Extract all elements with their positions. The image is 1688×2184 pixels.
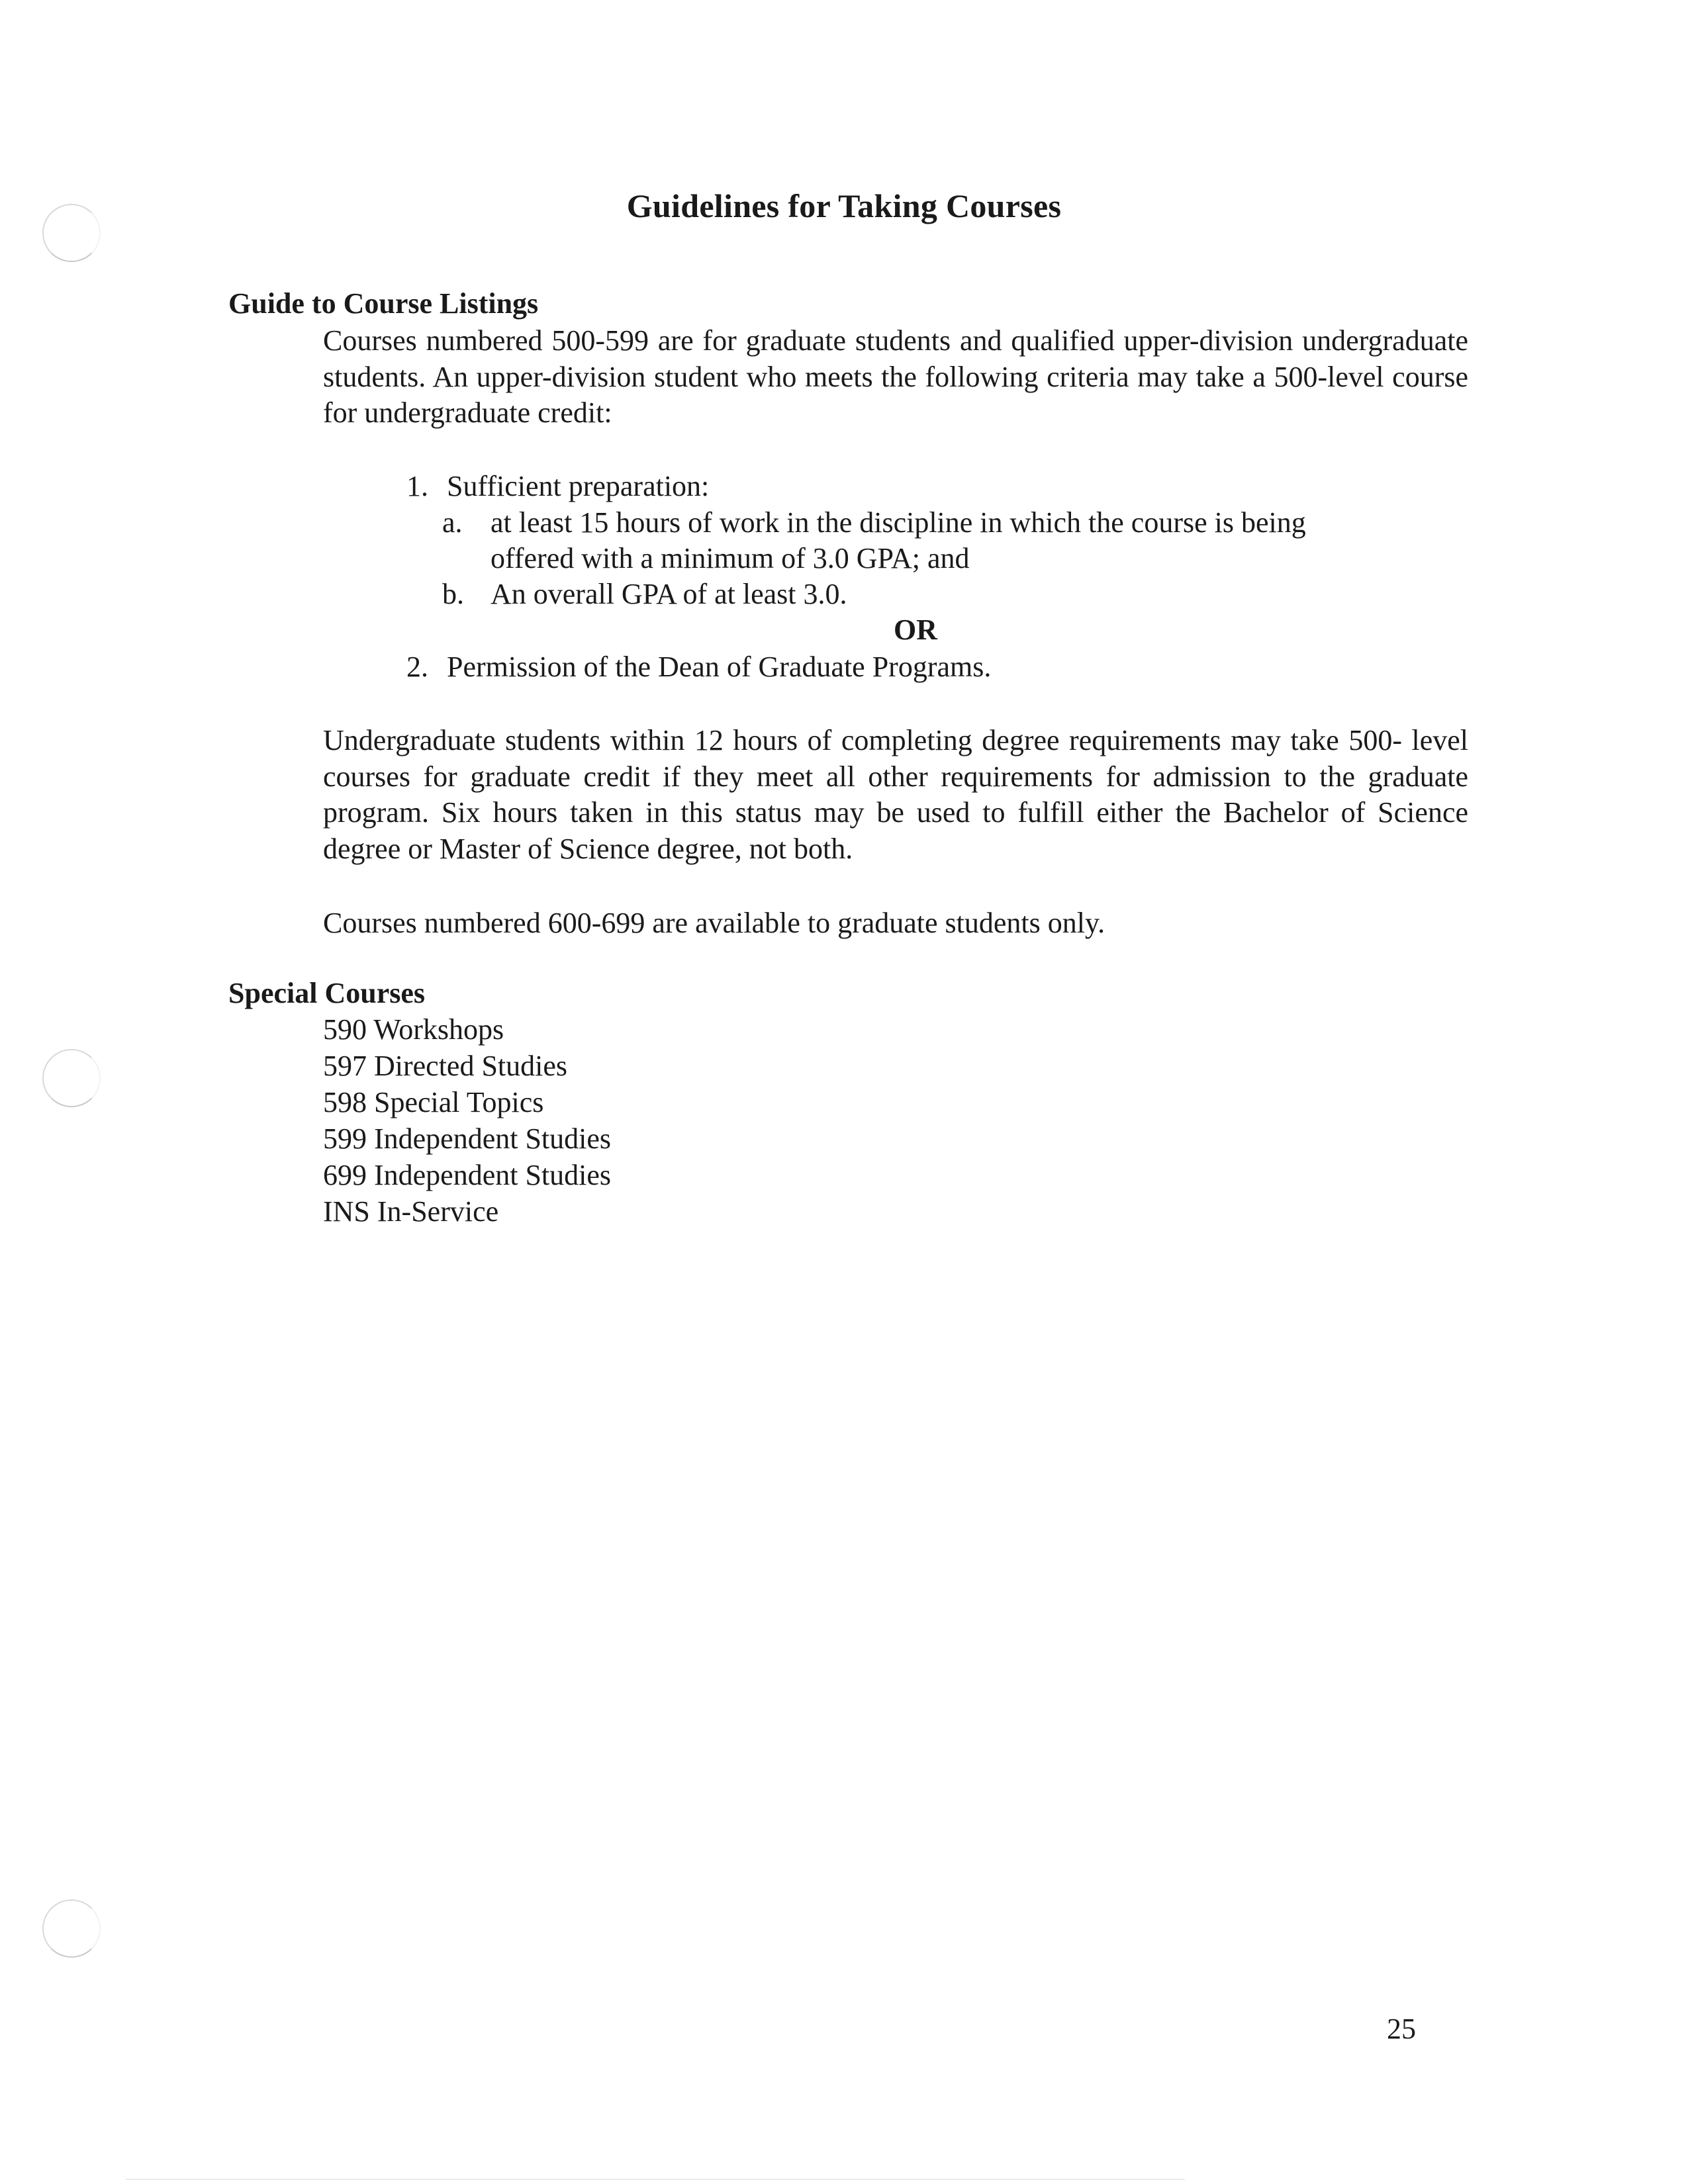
grad-only-paragraph: Courses numbered 600-699 are available to graduate students only. xyxy=(323,907,1105,939)
list-item: 598 Special Topics xyxy=(323,1086,544,1118)
list-item: 599 Independent Studies xyxy=(323,1122,612,1155)
list-item: 590 Workshops xyxy=(323,1013,504,1046)
undergrad-paragraph: Undergraduate students within 12 hours of completing degree requirements may take 500- level courses for graduate credit if they meet all other requirements for admission to the graduate program. Six hours taken in this status may be used to fulfill either the Bachelor of Science degree or Master of Science degree, not both. xyxy=(323,724,1468,865)
or-separator: OR xyxy=(894,614,937,646)
list-item: 699 Independent Studies xyxy=(323,1159,612,1191)
criteria-item-number: 2. xyxy=(406,651,428,683)
intro-paragraph: Courses numbered 500-599 are for graduate students and qualified upper-division undergraduate students. An upper-division student who meets the following criteria may take a 500-level course for undergraduate credit: xyxy=(323,324,1468,429)
sub-item-text: An overall GPA of at least 3.0. xyxy=(491,578,847,610)
criteria-item-text: Sufficient preparation: xyxy=(447,470,710,502)
criteria-item-text: Permission of the Dean of Graduate Programs. xyxy=(447,651,992,683)
sub-item-marker: b. xyxy=(442,578,464,610)
section-heading-course-listings: Guide to Course Listings xyxy=(228,287,539,320)
sub-item-marker: a. xyxy=(442,506,463,539)
punch-hole-decoration xyxy=(42,1049,101,1107)
scan-edge-divider xyxy=(126,2179,1185,2180)
sub-item-text: at least 15 hours of work in the discipline in which the course is being xyxy=(491,506,1306,539)
sub-item-text-continued: offered with a minimum of 3.0 GPA; and xyxy=(491,542,970,574)
page-number: 25 xyxy=(1387,2013,1416,2045)
page-title: Guidelines for Taking Courses xyxy=(626,187,1062,224)
list-item: 597 Directed Studies xyxy=(323,1050,568,1082)
section-heading-special-courses: Special Courses xyxy=(228,977,425,1009)
list-item: INS In-Service xyxy=(323,1195,499,1228)
criteria-item-number: 1. xyxy=(406,470,428,502)
punch-hole-decoration xyxy=(42,1899,101,1958)
